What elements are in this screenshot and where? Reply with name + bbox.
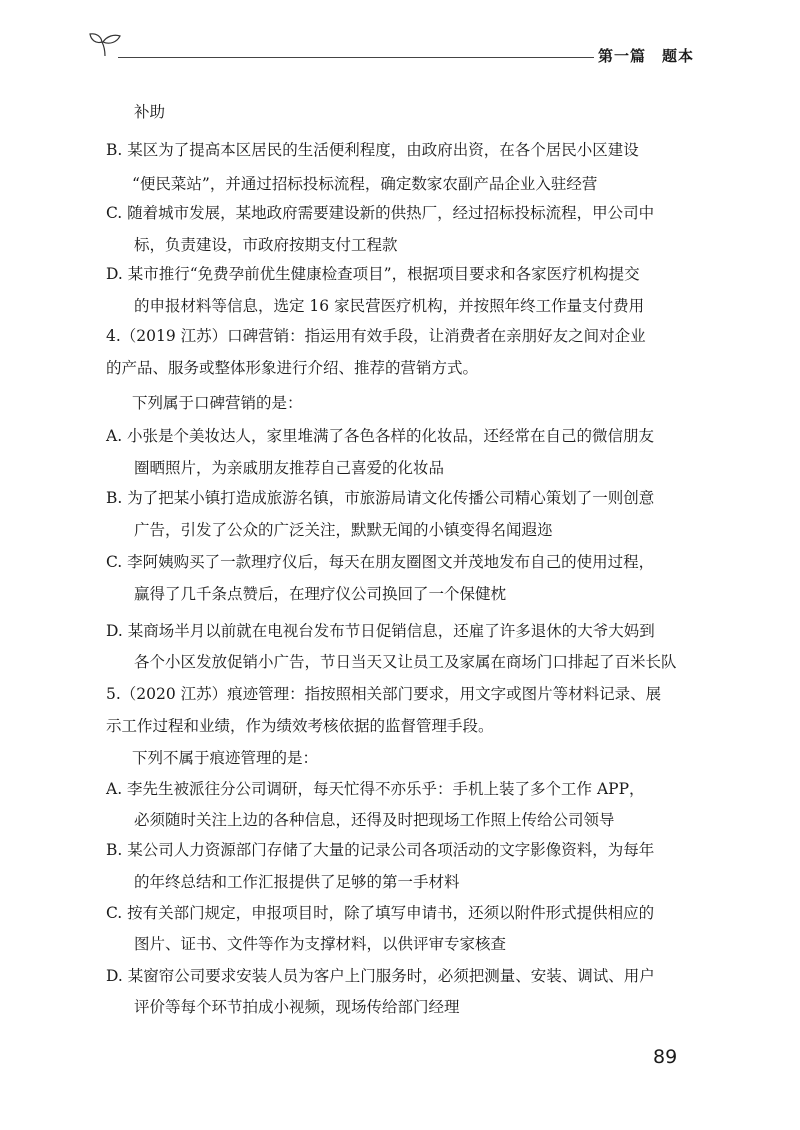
text-line: 图片、证书、文件等作为支撑材料，以供评审专家核查 (134, 935, 507, 953)
text-line: D. 某商场半月以前就在电视台发布节日促销信息，还雇了许多退休的大爷大妈到 (106, 622, 655, 640)
text-line: 标，负责建设，市政府按期支付工程款 (134, 236, 398, 254)
text-line: C. 李阿姨购买了一款理疗仪后，每天在朋友圈图文并茂地发布自己的使用过程， (106, 553, 655, 571)
text-line: 示工作过程和业绩，作为绩效考核依据的监督管理手段。 (106, 717, 494, 735)
text-line: 评价等每个环节拍成小视频，现场传给部门经理 (134, 998, 460, 1016)
text-line: D. 某市推行“免费孕前优生健康检查项目”，根据项目要求和各家医疗机构提交 (106, 265, 640, 283)
section-title: 第一篇 题本 (598, 47, 695, 65)
text-line: 下列属于口碑营销的是： (132, 394, 303, 412)
text-line: 圈晒照片，为亲戚朋友推荐自己喜爱的化妆品 (134, 459, 445, 477)
text-line: B. 某区为了提高本区居民的生活便利程度，由政府出资，在各个居民小区建设 (106, 141, 639, 159)
text-line: C. 随着城市发展，某地政府需要建设新的供热厂，经过招标投标流程，甲公司中 (106, 204, 655, 222)
text-line: 必须随时关注上边的各种信息，还得及时把现场工作照上传给公司领导 (134, 811, 615, 829)
header-rule (118, 57, 594, 58)
text-line: C. 按有关部门规定，申报项目时，除了填写申请书，还须以附件形式提供相应的 (106, 904, 655, 922)
text-line: B. 为了把某小镇打造成旅游名镇，市旅游局请文化传播公司精心策划了一则创意 (106, 489, 655, 507)
text-line: 的申报材料等信息，选定 16 家民营医疗机构，并按照年终工作量支付费用 (134, 297, 645, 315)
text-line: 的产品、服务或整体形象进行介绍、推荐的营销方式。 (106, 359, 479, 377)
text-line: 各个小区发放促销小广告，节日当天又让员工及家属在商场门口排起了百米长队 (134, 653, 677, 671)
text-line: 补助 (134, 103, 166, 121)
text-line: 赢得了几千条点赞后，在理疗仪公司换回了一个保健枕 (134, 585, 507, 603)
text-line: 4.（2019 江苏）口碑营销：指运用有效手段，让消费者在亲朋好友之间对企业 (106, 327, 646, 345)
text-line: D. 某窗帘公司要求安装人员为客户上门服务时，必须把测量、安装、调试、用户 (106, 967, 655, 985)
text-line: 的年终总结和工作汇报提供了足够的第一手材料 (134, 873, 460, 891)
text-line: “便民菜站”，并通过招标投标流程，确定数家农副产品企业入驻经营 (132, 175, 598, 193)
text-line: 下列不属于痕迹管理的是： (132, 749, 319, 767)
leaf-sprout-icon (88, 30, 122, 58)
text-line: 5.（2020 江苏）痕迹管理：指按照相关部门要求，用文字或图片等材料记录、展 (106, 685, 662, 703)
page-number: 89 (653, 1046, 678, 1068)
text-line: 广告，引发了公众的广泛关注，默默无闻的小镇变得名闻遐迩 (134, 521, 553, 539)
text-line: A. 李先生被派往分公司调研，每天忙得不亦乐乎：手机上装了多个工作 APP， (106, 780, 645, 798)
text-line: B. 某公司人力资源部门存储了大量的记录公司各项活动的文字影像资料，为每年 (106, 841, 655, 859)
text-line: A. 小张是个美妆达人，家里堆满了各色各样的化妆品，还经常在自己的微信朋友 (106, 427, 655, 445)
